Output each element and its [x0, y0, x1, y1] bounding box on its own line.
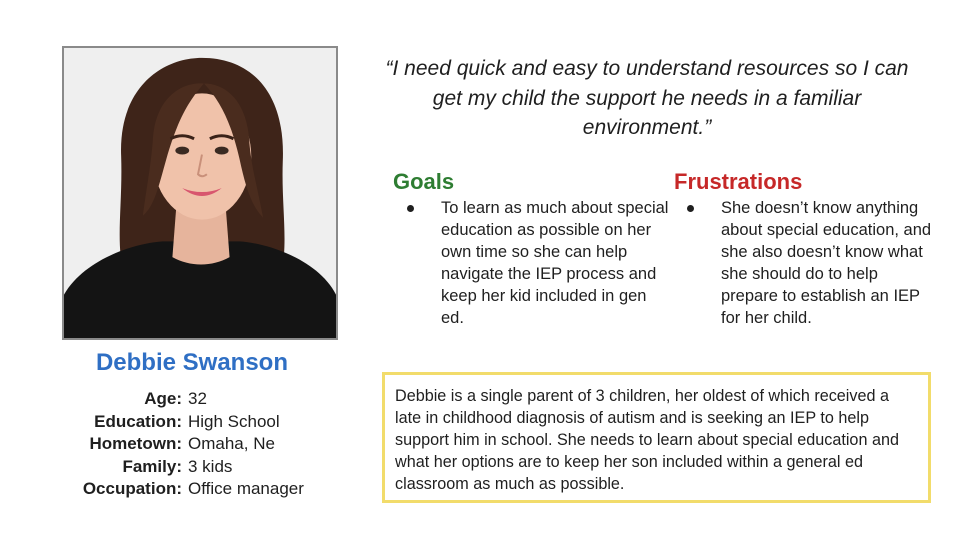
list-item: [395, 197, 670, 329]
fact-label: Hometown:: [89, 434, 182, 453]
fact-label: Education:: [94, 411, 182, 431]
fact-value: High School: [188, 411, 280, 431]
goals-list: [395, 197, 670, 329]
goals-heading: Goals: [393, 169, 455, 194]
goal-text: To learn as much about special education as possible on her own time so she can help navigate the IEP process and keep her kid included in gen ed.: [441, 199, 669, 327]
frustrations-heading: Frustrations: [674, 169, 803, 194]
fact-label: Age:: [144, 389, 182, 408]
fact-family: [54, 456, 354, 479]
persona-bio: Debbie is a single parent of 3 children, her oldest of which received a late in childhood diagnosis of autism and is seeking an IEP to help support him in school. She needs to learn about special education and what her options are to keep her son included within a general ed classroom as much as possible.: [382, 372, 931, 503]
persona-facts: [54, 388, 354, 501]
fact-label: Occupation:: [82, 479, 182, 498]
fact-age: [54, 388, 354, 411]
persona-quote: “I need quick and easy to understand resources so I can get my child the support he needs in a familiar environment.”: [385, 57, 909, 139]
frustrations-list: [675, 197, 935, 329]
persona-name: Debbie Swanson: [95, 349, 289, 376]
fact-occupation: [54, 478, 354, 501]
fact-label: Family:: [122, 456, 182, 476]
fact-value: 32: [188, 389, 207, 408]
portrait-illustration: [64, 48, 336, 338]
fact-value: Office manager: [188, 479, 304, 498]
frustration-text: She doesn’t know anything about special education, and she also doesn’t know what she should do to help prepare to establish an IEP for her child.: [721, 199, 932, 327]
fact-value: 3 kids: [188, 456, 233, 476]
fact-value: Omaha, Ne: [188, 434, 275, 453]
fact-hometown: [54, 433, 354, 456]
list-item: [675, 197, 935, 329]
fact-education: [54, 411, 354, 434]
bullet-icon: [407, 205, 414, 212]
bullet-icon: [687, 205, 694, 212]
persona-photo: [62, 46, 338, 340]
